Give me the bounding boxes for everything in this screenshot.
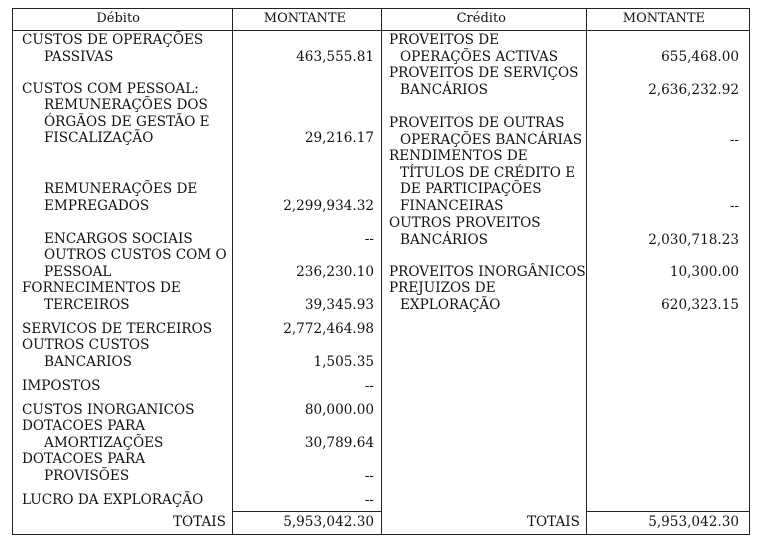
credit-row-value: 10,300.00 (669, 264, 739, 280)
debit-row-label: IMPOSTOS (22, 378, 101, 394)
debit-row-label (22, 451, 145, 484)
label-line: OPERAÇÕES BANCÁRIAS (400, 131, 583, 148)
debit-row-label (22, 32, 203, 65)
label-line: EMPREGADOS (44, 197, 150, 214)
credit-row-value: 2,030,718.23 (648, 231, 739, 248)
debit-row-value: 2,299,934.32 (283, 197, 374, 214)
label-line: PROVEITOS DE OUTRAS (389, 115, 565, 131)
row-divider (12, 30, 750, 31)
credit-row-label (389, 148, 575, 214)
label-line: REMUNERAÇÕES DOS (44, 97, 208, 113)
label-line: FORNECIMENTOS DE (22, 280, 181, 296)
label-line: FISCALIZAÇÃO (44, 130, 154, 146)
label-line: TÍTULOS DE CRÉDITO E (400, 164, 576, 181)
debit-row-value: 463,555.81 (296, 48, 374, 65)
debit-row-label: ENCARGOS SOCIAIS (44, 231, 193, 247)
label-line: ÓRGÃOS DE GESTÃO E (44, 113, 210, 130)
debit-row-value: 39,345.93 (304, 296, 374, 313)
credit-row-value: -- (729, 197, 739, 214)
credit-row-label (389, 65, 578, 98)
credit-row-value: 2,636,232.92 (648, 81, 739, 98)
header-credit-amount: MONTANTE (622, 11, 705, 26)
debit-totals-value: 5,953,042.30 (283, 514, 374, 530)
label-line: DOTACOES PARA (22, 418, 146, 434)
debit-row-value: 2,772,464.98 (283, 321, 374, 337)
debit-row-value: 236,230.10 (296, 263, 374, 280)
row-divider (12, 534, 750, 535)
label-line: OUTROS CUSTOS (22, 337, 150, 353)
label-line: EXPLORAÇÃO (400, 296, 501, 313)
column-divider (586, 8, 587, 535)
debit-row-label: CUSTOS INORGANICOS (22, 402, 195, 418)
label-line: RENDIMENTOS DE (389, 148, 528, 164)
credit-row-label (389, 215, 541, 248)
label-line: DE PARTICIPAÇÕES (400, 181, 542, 197)
credit-totals-value: 5,953,042.30 (648, 514, 739, 530)
header-credit: Crédito (456, 11, 506, 26)
label-line: BANCARIOS (44, 353, 132, 370)
label-line: TERCEIROS (44, 296, 130, 313)
label-line: OUTROS PROVEITOS (389, 215, 541, 231)
credit-row-label (389, 32, 558, 65)
label-line: AMORTIZAÇÕES (44, 434, 164, 451)
credit-row-label (389, 115, 582, 148)
label-line: CUSTOS DE OPERAÇÕES (22, 32, 204, 48)
credit-row-label: PROVEITOS INORGÂNICOS (389, 264, 586, 280)
debit-row-label (44, 181, 197, 214)
debit-totals-label: TOTAIS (172, 514, 226, 530)
header-debit: Débito (96, 11, 140, 26)
label-line: BANCÁRIOS (400, 231, 488, 248)
debit-row-value: 29,216.17 (304, 130, 374, 146)
debit-row-label (44, 247, 227, 280)
label-line: PESSOAL (44, 263, 112, 280)
credit-row-label (389, 280, 500, 313)
debit-row-value: 80,000.00 (304, 402, 374, 418)
column-divider (12, 8, 13, 535)
row-divider (232, 511, 382, 512)
label-line: OUTROS CUSTOS COM O (44, 247, 227, 263)
column-divider (232, 8, 233, 535)
row-divider (12, 8, 750, 9)
label-line: PREJUIZOS DE (389, 280, 496, 296)
debit-row-label: CUSTOS COM PESSOAL: (22, 81, 199, 97)
column-divider (381, 8, 382, 535)
debit-row-value: -- (364, 492, 374, 508)
credit-row-value: -- (729, 131, 739, 148)
label-line: FINANCEIRAS (400, 197, 504, 214)
label-line: OPERAÇÕES ACTIVAS (400, 48, 559, 65)
label-line: PROVEITOS DE (389, 32, 500, 48)
column-divider (749, 8, 750, 535)
debit-row-label (22, 280, 181, 313)
label-line: DOTACOES PARA (22, 451, 146, 467)
debit-row-label (22, 418, 163, 451)
header-debit-amount: MONTANTE (263, 11, 346, 26)
debit-row-value: 1,505.35 (313, 353, 374, 370)
credit-row-value: 655,468.00 (661, 48, 739, 65)
label-line: PASSIVAS (44, 48, 114, 65)
label-line: PROVISÕES (44, 467, 130, 484)
credit-row-value: 620,323.15 (661, 296, 739, 313)
debit-row-label: LUCRO DA EXPLORAÇÃO (22, 492, 204, 508)
debit-row-label: SERVICOS DE TERCEIROS (22, 321, 213, 337)
debit-row-value: -- (364, 231, 374, 247)
credit-totals-label: TOTAIS (526, 514, 580, 530)
debit-row-value: -- (364, 467, 374, 484)
label-line: REMUNERAÇÕES DE (44, 181, 198, 197)
label-line: BANCÁRIOS (400, 81, 488, 98)
row-divider (586, 511, 750, 512)
debit-row-label (44, 97, 210, 147)
debit-row-value: -- (364, 378, 374, 394)
debit-row-value: 30,789.64 (304, 434, 374, 451)
debit-row-label (22, 337, 149, 370)
label-line: PROVEITOS DE SERVIÇOS (389, 65, 579, 81)
